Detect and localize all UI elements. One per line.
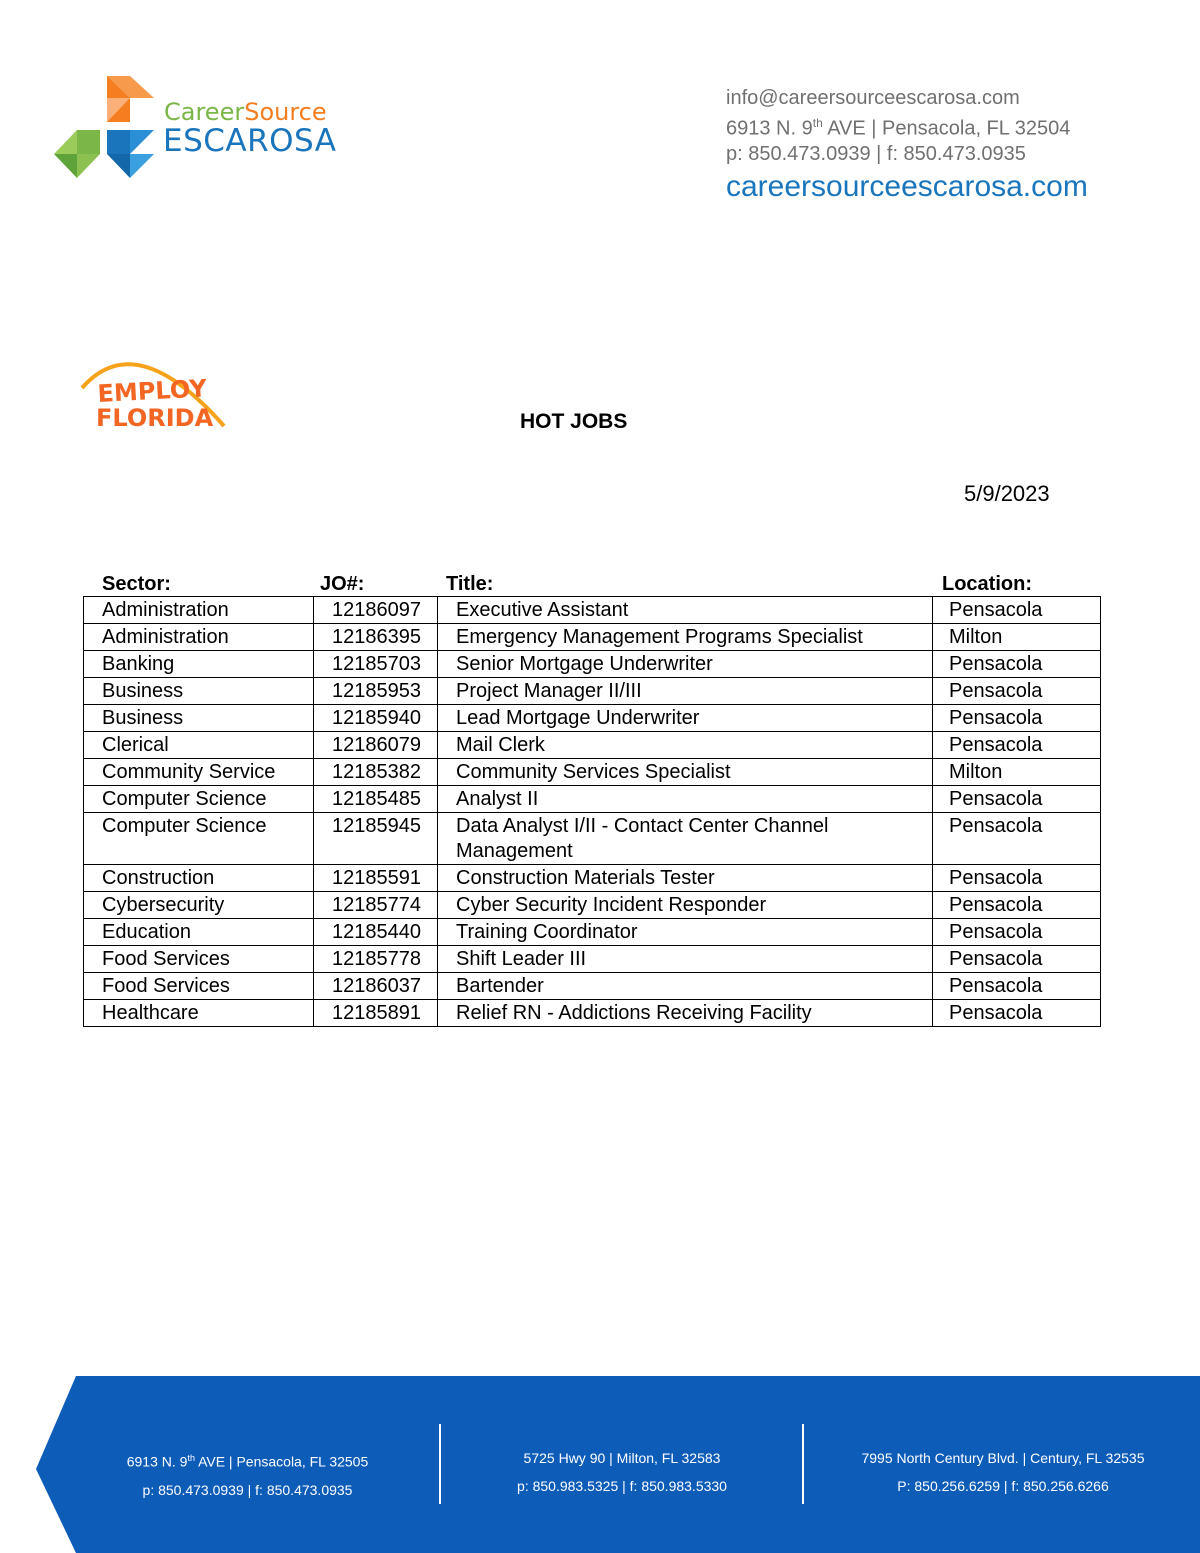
cell-title: Executive Assistant <box>438 597 933 624</box>
table-row <box>84 865 1101 892</box>
contact-email[interactable]: info@careersourceescarosa.com <box>726 87 1020 109</box>
logo-source-text: Source <box>244 98 327 126</box>
footer-office-phone: p: 850.983.5325 | f: 850.983.5330 <box>517 1478 727 1494</box>
cell-location: Pensacola <box>933 946 1101 973</box>
cell-location: Pensacola <box>933 651 1101 678</box>
table-row <box>84 786 1101 813</box>
employ-florida-logo <box>76 346 226 436</box>
cell-title: Lead Mortgage Underwriter <box>438 705 933 732</box>
cell-jo-number: 12185778 <box>314 946 438 973</box>
table-row <box>84 892 1101 919</box>
cell-title: Bartender <box>438 973 933 1000</box>
document-date: 5/9/2023 <box>964 481 1050 506</box>
cell-title: Project Manager II/III <box>438 678 933 705</box>
header-contact-info <box>726 86 1088 205</box>
cell-title: Construction Materials Tester <box>438 865 933 892</box>
table-header <box>83 573 1100 597</box>
cell-location: Pensacola <box>933 597 1101 624</box>
cell-sector: Computer Science <box>84 813 314 865</box>
cell-sector: Community Service <box>84 759 314 786</box>
cell-location: Pensacola <box>933 705 1101 732</box>
cell-sector: Clerical <box>84 732 314 759</box>
footer-office-address: 5725 Hwy 90 | Milton, FL 32583 <box>523 1450 721 1466</box>
table-row <box>84 946 1101 973</box>
table-row <box>84 624 1101 651</box>
cell-sector: Construction <box>84 865 314 892</box>
careersource-escarosa-logo <box>50 72 350 184</box>
cell-location: Pensacola <box>933 732 1101 759</box>
header-location: Location: <box>942 573 1032 595</box>
cell-jo-number: 12185591 <box>314 865 438 892</box>
cell-location: Pensacola <box>933 786 1101 813</box>
header-jo-number: JO#: <box>320 573 365 595</box>
cell-jo-number: 12186395 <box>314 624 438 651</box>
footer-divider <box>802 1424 804 1504</box>
cell-jo-number: 12186037 <box>314 973 438 1000</box>
cell-jo-number: 12185382 <box>314 759 438 786</box>
header-title: Title: <box>446 573 494 595</box>
cell-jo-number: 12185774 <box>314 892 438 919</box>
cell-location: Pensacola <box>933 919 1101 946</box>
footer-office-phone: P: 850.256.6259 | f: 850.256.6266 <box>897 1478 1109 1494</box>
cell-sector: Business <box>84 678 314 705</box>
cell-title: Emergency Management Programs Specialist <box>438 624 933 651</box>
table-row <box>84 705 1101 732</box>
cell-jo-number: 12186079 <box>314 732 438 759</box>
cell-sector: Food Services <box>84 973 314 1000</box>
cell-location: Pensacola <box>933 973 1101 1000</box>
cell-title: Data Analyst I/II - Contact Center Channel Management <box>438 813 933 865</box>
cell-sector: Cybersecurity <box>84 892 314 919</box>
cell-jo-number: 12185485 <box>314 786 438 813</box>
cell-sector: Business <box>84 705 314 732</box>
cell-sector: Banking <box>84 651 314 678</box>
cell-title: Cyber Security Incident Responder <box>438 892 933 919</box>
page-title: HOT JOBS <box>520 410 628 433</box>
header-sector: Sector: <box>102 573 171 595</box>
cell-title: Training Coordinator <box>438 919 933 946</box>
contact-address-sup: th <box>812 116 823 130</box>
table-row <box>84 732 1101 759</box>
logo-mark-icon <box>50 72 162 184</box>
employ-florida-arc-icon <box>76 346 226 436</box>
contact-phone-fax: p: 850.473.0939 | f: 850.473.0935 <box>726 142 1026 165</box>
footer-office-milton <box>480 1444 764 1500</box>
employ-text: EMPLOY <box>96 374 208 408</box>
cell-title: Relief RN - Addictions Receiving Facility <box>438 1000 933 1027</box>
table-row <box>84 597 1101 624</box>
logo-wordmark-line2: ESCAROSA <box>163 123 337 159</box>
footer-office-phone: p: 850.473.0939 | f: 850.473.0935 <box>142 1481 353 1498</box>
footer-office-address: 7995 North Century Blvd. | Century, FL 32535 <box>861 1450 1145 1466</box>
contact-address-post: AVE | Pensacola, FL 32504 <box>822 117 1071 140</box>
footer-divider <box>439 1424 441 1504</box>
cell-jo-number: 12185945 <box>314 813 438 865</box>
cell-sector: Education <box>84 919 314 946</box>
table-row <box>84 919 1101 946</box>
cell-sector: Computer Science <box>84 786 314 813</box>
cell-title: Community Services Specialist <box>438 759 933 786</box>
cell-jo-number: 12185953 <box>314 678 438 705</box>
cell-location: Pensacola <box>933 1000 1101 1027</box>
cell-jo-number: 12185440 <box>314 919 438 946</box>
table-row <box>84 678 1101 705</box>
cell-jo-number: 12185703 <box>314 651 438 678</box>
cell-location: Pensacola <box>933 892 1101 919</box>
cell-sector: Healthcare <box>84 1000 314 1027</box>
contact-website-link[interactable]: careersourceescarosa.com <box>726 169 1088 203</box>
logo-wordmark-line1 <box>164 98 327 126</box>
cell-jo-number: 12185891 <box>314 1000 438 1027</box>
cell-location: Pensacola <box>933 865 1101 892</box>
logo-career-text: Career <box>164 98 245 126</box>
contact-address-pre: 6913 N. 9 <box>726 117 813 140</box>
hot-jobs-table <box>83 596 1101 1027</box>
cell-location: Milton <box>933 624 1101 651</box>
table-row <box>84 973 1101 1000</box>
table-row <box>84 759 1101 786</box>
footer <box>0 1376 1200 1553</box>
footer-office-address: 6913 N. 9th AVE | Pensacola, FL 32505 <box>126 1453 369 1470</box>
cell-title: Mail Clerk <box>438 732 933 759</box>
cell-jo-number: 12186097 <box>314 597 438 624</box>
table-row <box>84 1000 1101 1027</box>
florida-text: FLORIDA <box>96 404 214 432</box>
cell-location: Pensacola <box>933 813 1101 865</box>
footer-office-pensacola <box>100 1444 395 1504</box>
cell-jo-number: 12185940 <box>314 705 438 732</box>
cell-sector: Administration <box>84 597 314 624</box>
cell-title: Analyst II <box>438 786 933 813</box>
table-row <box>84 813 1101 865</box>
cell-title: Senior Mortgage Underwriter <box>438 651 933 678</box>
cell-location: Pensacola <box>933 678 1101 705</box>
footer-office-century <box>838 1444 1168 1500</box>
cell-location: Milton <box>933 759 1101 786</box>
contact-address <box>726 111 1088 142</box>
table-row <box>84 651 1101 678</box>
cell-sector: Food Services <box>84 946 314 973</box>
cell-sector: Administration <box>84 624 314 651</box>
cell-title: Shift Leader III <box>438 946 933 973</box>
